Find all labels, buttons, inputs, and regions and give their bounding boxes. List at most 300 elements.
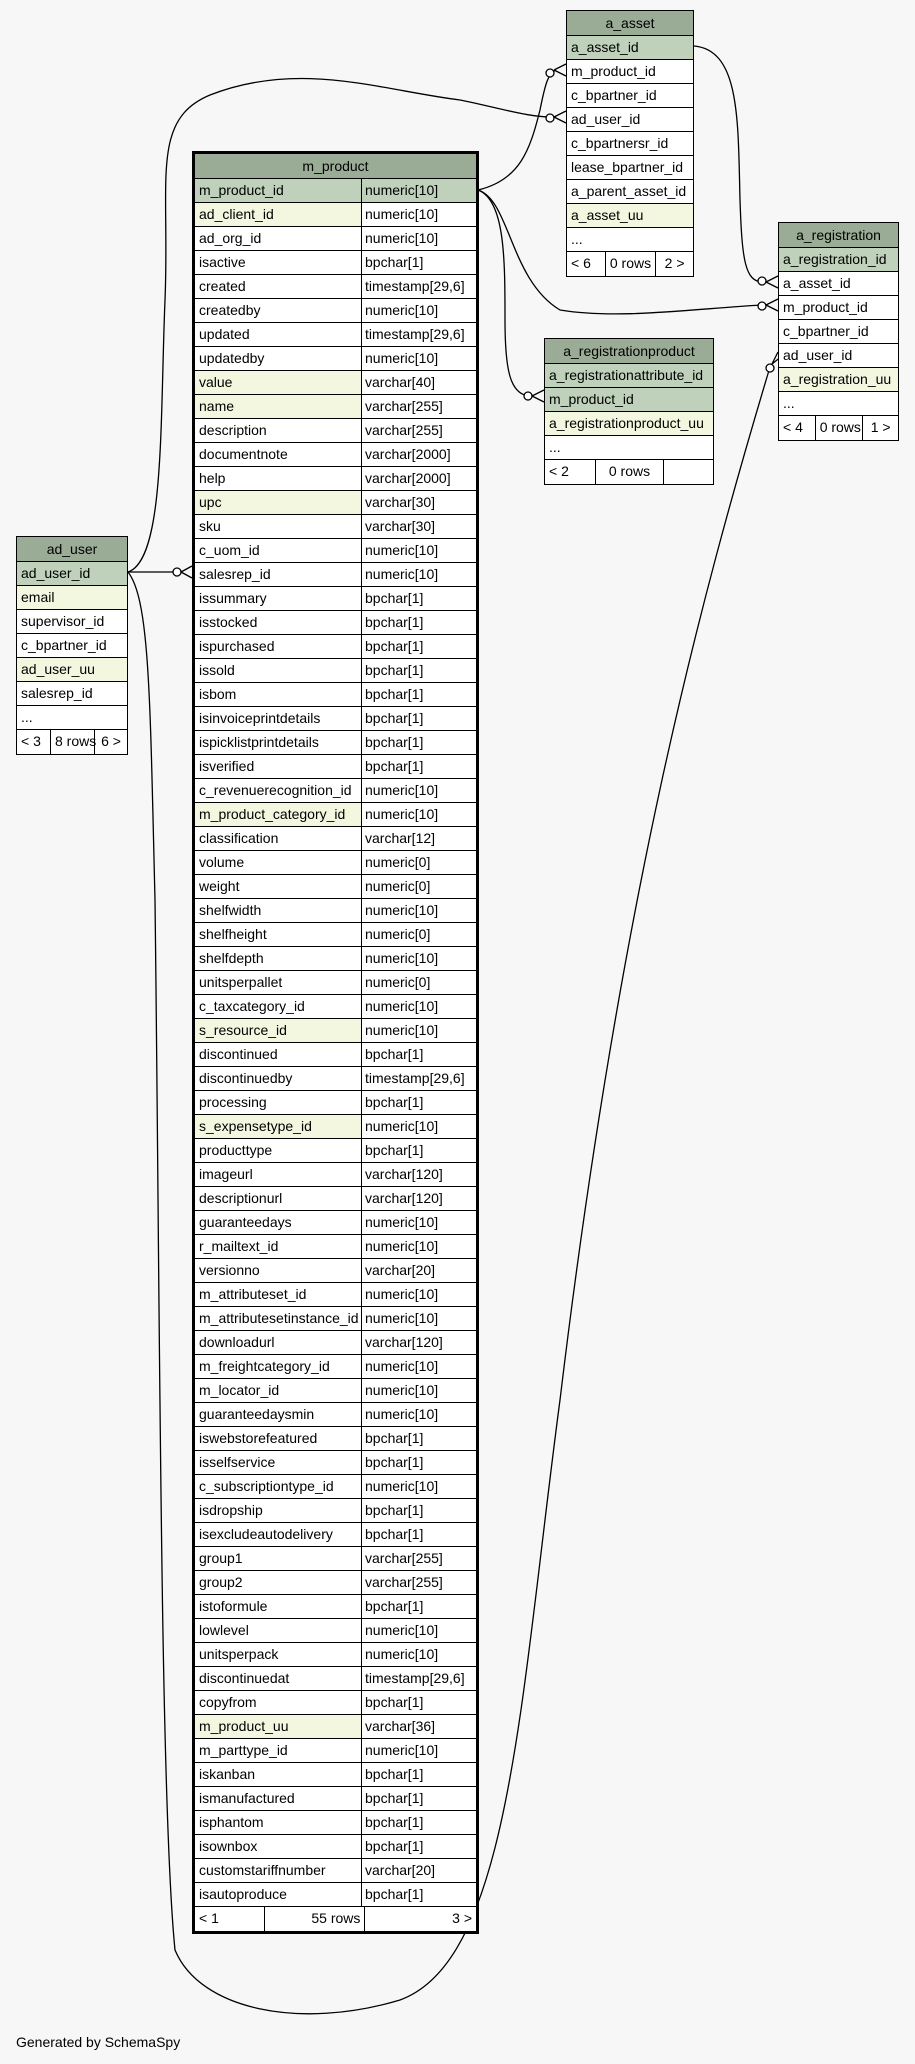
column-type: bpchar[1]	[361, 1499, 476, 1522]
column-name: c_bpartner_id	[21, 637, 107, 653]
table-row[interactable]	[195, 1667, 476, 1691]
edge-endpoint-icon	[758, 277, 766, 285]
column-name: ad_user_id	[571, 111, 641, 127]
column-name: s_resource_id	[195, 1019, 361, 1042]
column-type: bpchar[1]	[361, 1091, 476, 1114]
edge-endpoint-icon	[758, 302, 766, 310]
table-row[interactable]	[545, 388, 713, 412]
table-row[interactable]	[195, 1763, 476, 1787]
table-row[interactable]	[195, 1355, 476, 1379]
column-name: c_uom_id	[199, 542, 260, 558]
column-name: m_product_uu	[195, 1715, 361, 1738]
table-row[interactable]	[195, 395, 476, 419]
column-name: m_product_category_id	[195, 803, 361, 826]
column-type: timestamp[29,6]	[361, 275, 476, 298]
crowfoot-icon	[532, 390, 544, 402]
column-name: salesrep_id	[21, 685, 93, 701]
table-m-product[interactable]	[192, 151, 479, 1934]
column-name: guaranteedays	[199, 1214, 292, 1230]
column-name: sku	[199, 518, 221, 534]
column-name: name	[195, 395, 361, 418]
table-row[interactable]	[567, 204, 693, 228]
table-row[interactable]	[779, 368, 898, 392]
table-row[interactable]	[195, 347, 476, 371]
column-name: a_parent_asset_id	[571, 183, 687, 199]
table-row[interactable]	[17, 610, 127, 634]
crowfoot-icon	[181, 566, 192, 578]
column-type: numeric[10]	[361, 539, 476, 562]
children-count: 6 >	[94, 730, 127, 754]
column-name: documentnote	[199, 446, 288, 462]
column-type: numeric[10]	[361, 1283, 476, 1306]
edge-m-product-regproduct	[478, 190, 530, 396]
column-name: c_bpartner_id	[783, 323, 869, 339]
edge-endpoint-icon	[524, 392, 532, 400]
column-type: varchar[20]	[361, 1259, 476, 1282]
column-type: bpchar[1]	[361, 755, 476, 778]
children-count: 2 >	[655, 252, 693, 276]
table-row[interactable]	[195, 1859, 476, 1883]
column-type: varchar[40]	[361, 371, 476, 394]
column-type: numeric[10]	[361, 1307, 476, 1330]
table-a-registration[interactable]	[778, 222, 899, 441]
table-row[interactable]	[779, 320, 898, 344]
table-row[interactable]	[195, 539, 476, 563]
more-columns-ellipsis: ...	[17, 706, 127, 730]
parents-count: < 4	[783, 419, 803, 435]
table-row[interactable]	[545, 412, 713, 436]
column-type: bpchar[1]	[361, 731, 476, 754]
column-name: shelfheight	[199, 926, 267, 942]
column-name: m_locator_id	[199, 1382, 280, 1398]
table-row[interactable]	[17, 562, 127, 586]
table-row[interactable]	[195, 683, 476, 707]
column-name: downloadurl	[199, 1334, 275, 1350]
column-type: bpchar[1]	[361, 1691, 476, 1714]
column-type: timestamp[29,6]	[361, 1067, 476, 1090]
table-title: ad_user	[17, 537, 127, 562]
column-type: varchar[30]	[361, 515, 476, 538]
table-row[interactable]	[195, 1187, 476, 1211]
column-name: descriptionurl	[199, 1190, 283, 1206]
table-row[interactable]	[195, 251, 476, 275]
more-columns-ellipsis: ...	[567, 228, 693, 252]
column-name: isbom	[199, 686, 237, 702]
column-name: salesrep_id	[199, 566, 271, 582]
column-name: a_registrationattribute_id	[545, 364, 713, 387]
table-row[interactable]	[195, 1427, 476, 1451]
column-name: shelfwidth	[199, 902, 262, 918]
table-row[interactable]	[195, 1019, 476, 1043]
table-row[interactable]	[779, 296, 898, 320]
column-name: createdby	[199, 302, 261, 318]
table-ad-user[interactable]	[16, 536, 128, 755]
column-type: numeric[10]	[361, 227, 476, 250]
column-name: ad_org_id	[199, 230, 262, 246]
table-row[interactable]	[195, 947, 476, 971]
column-type: varchar[30]	[361, 491, 476, 514]
column-type: varchar[2000]	[361, 443, 476, 466]
table-row[interactable]	[195, 1331, 476, 1355]
generated-by-footer: Generated by SchemaSpy	[16, 2034, 181, 2050]
crowfoot-icon	[766, 276, 778, 288]
column-name: a_asset_uu	[567, 204, 693, 227]
column-type: varchar[255]	[361, 1571, 476, 1594]
column-name: ad_user_uu	[17, 658, 127, 681]
column-type: numeric[10]	[361, 1475, 476, 1498]
column-name: m_freightcategory_id	[199, 1358, 330, 1374]
column-name: a_asset_id	[783, 275, 851, 291]
table-row[interactable]	[195, 1043, 476, 1067]
table-footer	[195, 1907, 476, 1931]
column-type: bpchar[1]	[361, 635, 476, 658]
column-type: numeric[10]	[361, 947, 476, 970]
parents-count: < 3	[21, 733, 41, 749]
table-row[interactable]	[195, 1139, 476, 1163]
table-title: a_registration	[779, 223, 898, 248]
column-type: numeric[10]	[361, 803, 476, 826]
column-type: numeric[10]	[361, 899, 476, 922]
column-type: bpchar[1]	[361, 251, 476, 274]
column-type: numeric[10]	[361, 1403, 476, 1426]
column-name: ad_user_id	[17, 562, 127, 585]
column-name: value	[195, 371, 361, 394]
table-row[interactable]	[779, 272, 898, 296]
column-type: bpchar[1]	[361, 659, 476, 682]
column-type: numeric[10]	[361, 299, 476, 322]
table-row[interactable]	[195, 275, 476, 299]
table-row[interactable]	[195, 563, 476, 587]
column-name: guaranteedaysmin	[199, 1406, 315, 1422]
table-row[interactable]	[195, 1811, 476, 1835]
column-name: isphantom	[199, 1814, 264, 1830]
table-row[interactable]	[195, 1475, 476, 1499]
column-name: unitsperpallet	[199, 974, 283, 990]
table-row[interactable]	[779, 344, 898, 368]
edge-endpoint-icon	[546, 114, 554, 122]
table-row[interactable]	[195, 1067, 476, 1091]
table-row[interactable]	[195, 1499, 476, 1523]
column-name: ispicklistprintdetails	[199, 734, 319, 750]
table-row[interactable]	[195, 1091, 476, 1115]
column-name: classification	[199, 830, 279, 846]
column-type: varchar[255]	[361, 395, 476, 418]
parents-count: < 1	[199, 1910, 219, 1926]
table-row[interactable]	[195, 827, 476, 851]
column-type: bpchar[1]	[361, 1787, 476, 1810]
table-row[interactable]	[195, 587, 476, 611]
column-name: a_registrationproduct_uu	[545, 412, 713, 435]
table-row[interactable]	[195, 755, 476, 779]
column-type: varchar[12]	[361, 827, 476, 850]
column-type: varchar[36]	[361, 1715, 476, 1738]
column-name: m_parttype_id	[199, 1742, 288, 1758]
column-type: numeric[0]	[361, 851, 476, 874]
column-type: numeric[0]	[361, 971, 476, 994]
table-row[interactable]	[195, 635, 476, 659]
table-row[interactable]	[779, 248, 898, 272]
table-a-registrationproduct[interactable]	[544, 338, 714, 485]
column-name: lowlevel	[199, 1622, 249, 1638]
table-row[interactable]	[195, 1715, 476, 1739]
table-row[interactable]	[195, 179, 476, 203]
column-type: varchar[120]	[361, 1331, 476, 1354]
edge-endpoint-icon	[546, 69, 554, 77]
column-type: bpchar[1]	[361, 707, 476, 730]
table-row[interactable]	[195, 1883, 476, 1907]
table-row[interactable]	[195, 1211, 476, 1235]
table-row[interactable]	[195, 203, 476, 227]
column-name: email	[17, 586, 127, 609]
column-type: numeric[10]	[361, 1379, 476, 1402]
column-name: discontinuedby	[199, 1070, 293, 1086]
column-type: numeric[10]	[361, 1619, 476, 1642]
table-title: a_asset	[567, 11, 693, 36]
table-row[interactable]	[567, 180, 693, 204]
children-count: 3 >	[364, 1907, 476, 1931]
column-name: issummary	[199, 590, 267, 606]
table-row[interactable]	[195, 1403, 476, 1427]
column-name: group1	[199, 1550, 243, 1566]
table-row[interactable]	[195, 1691, 476, 1715]
crowfoot-icon	[766, 299, 778, 311]
column-type: numeric[0]	[361, 923, 476, 946]
column-type: numeric[10]	[361, 1235, 476, 1258]
column-type: bpchar[1]	[361, 611, 476, 634]
table-row[interactable]	[195, 611, 476, 635]
column-name: description	[199, 422, 267, 438]
column-type: bpchar[1]	[361, 1883, 476, 1906]
column-type: timestamp[29,6]	[361, 1667, 476, 1690]
column-name: c_bpartnersr_id	[571, 135, 669, 151]
table-row[interactable]	[195, 875, 476, 899]
column-name: isstocked	[199, 614, 258, 630]
table-row[interactable]	[195, 1643, 476, 1667]
column-name: unitsperpack	[199, 1646, 279, 1662]
column-name: isverified	[199, 758, 255, 774]
table-row[interactable]	[195, 1619, 476, 1643]
table-title: m_product	[195, 154, 476, 179]
row-count: 0 rows	[815, 416, 863, 440]
column-name: updated	[199, 326, 250, 342]
edge-m-product-a-asset	[478, 70, 556, 190]
column-name: m_product_id	[545, 388, 713, 411]
column-type: numeric[10]	[361, 347, 476, 370]
column-name: isinvoiceprintdetails	[199, 710, 321, 726]
table-row[interactable]	[195, 995, 476, 1019]
column-type: numeric[10]	[361, 179, 476, 202]
table-row[interactable]	[195, 1307, 476, 1331]
edge-endpoint-icon	[766, 364, 774, 372]
table-row[interactable]	[195, 779, 476, 803]
column-type: numeric[10]	[361, 1739, 476, 1762]
column-type: numeric[10]	[361, 995, 476, 1018]
table-row[interactable]	[17, 658, 127, 682]
column-type: numeric[10]	[361, 1355, 476, 1378]
column-name: c_taxcategory_id	[199, 998, 305, 1014]
table-row[interactable]	[195, 899, 476, 923]
table-footer	[17, 730, 127, 754]
table-row[interactable]	[195, 443, 476, 467]
column-type: numeric[10]	[361, 203, 476, 226]
table-row[interactable]	[195, 371, 476, 395]
table-row[interactable]	[567, 60, 693, 84]
column-name: isexcludeautodelivery	[199, 1526, 333, 1542]
table-row[interactable]	[195, 971, 476, 995]
column-type: numeric[10]	[361, 1115, 476, 1138]
table-footer	[567, 252, 693, 276]
column-name: supervisor_id	[21, 613, 105, 629]
column-name: ismanufactured	[199, 1790, 295, 1806]
column-type: timestamp[29,6]	[361, 323, 476, 346]
table-row[interactable]	[195, 1163, 476, 1187]
table-row[interactable]	[567, 36, 693, 60]
column-type: bpchar[1]	[361, 1451, 476, 1474]
column-name: isactive	[199, 254, 246, 270]
column-name: group2	[199, 1574, 243, 1590]
column-name: s_expensetype_id	[195, 1115, 361, 1138]
column-name: help	[199, 470, 226, 486]
column-name: processing	[199, 1094, 267, 1110]
column-name: a_registration_uu	[779, 368, 898, 391]
table-row[interactable]	[195, 851, 476, 875]
column-type: varchar[120]	[361, 1163, 476, 1186]
column-type: bpchar[1]	[361, 587, 476, 610]
column-name: created	[199, 278, 246, 294]
table-row[interactable]	[567, 132, 693, 156]
table-row[interactable]	[195, 659, 476, 683]
column-name: m_product_id	[783, 299, 868, 315]
table-row[interactable]	[195, 1739, 476, 1763]
table-row[interactable]	[195, 1451, 476, 1475]
column-type: bpchar[1]	[361, 1811, 476, 1834]
column-type: varchar[255]	[361, 1547, 476, 1570]
column-name: ispurchased	[199, 638, 275, 654]
table-row[interactable]	[195, 1787, 476, 1811]
column-name: a_asset_id	[567, 36, 693, 59]
table-row[interactable]	[195, 515, 476, 539]
column-type: bpchar[1]	[361, 1523, 476, 1546]
column-type: bpchar[1]	[361, 1835, 476, 1858]
column-name: r_mailtext_id	[199, 1238, 279, 1254]
table-row[interactable]	[195, 1835, 476, 1859]
table-row[interactable]	[195, 1523, 476, 1547]
more-columns-ellipsis: ...	[779, 392, 898, 416]
table-row[interactable]	[195, 1259, 476, 1283]
row-count: 0 rows	[605, 252, 655, 276]
table-row[interactable]	[195, 227, 476, 251]
table-row[interactable]	[195, 323, 476, 347]
table-row[interactable]	[195, 1115, 476, 1139]
column-name: producttype	[199, 1142, 273, 1158]
table-row[interactable]	[195, 707, 476, 731]
column-name: upc	[195, 491, 361, 514]
column-name: m_product_id	[195, 179, 361, 202]
column-name: versionno	[199, 1262, 260, 1278]
column-name: issold	[199, 662, 235, 678]
column-type: varchar[2000]	[361, 467, 476, 490]
table-row[interactable]	[17, 682, 127, 706]
table-row[interactable]	[195, 923, 476, 947]
table-title: a_registrationproduct	[545, 339, 713, 364]
column-type: varchar[120]	[361, 1187, 476, 1210]
column-name: discontinued	[199, 1046, 278, 1062]
column-type: varchar[255]	[361, 419, 476, 442]
column-type: numeric[10]	[361, 779, 476, 802]
table-footer	[779, 416, 898, 440]
column-name: iswebstorefeatured	[199, 1430, 318, 1446]
table-row[interactable]	[195, 731, 476, 755]
column-type: numeric[0]	[361, 875, 476, 898]
table-row[interactable]	[567, 108, 693, 132]
row-count: 8 rows	[50, 730, 94, 754]
edge-endpoint-icon	[173, 568, 181, 576]
parents-count: < 2	[549, 463, 569, 479]
column-name: a_registration_id	[779, 248, 898, 271]
table-row[interactable]	[195, 299, 476, 323]
column-name: imageurl	[199, 1166, 253, 1182]
column-name: weight	[199, 878, 240, 894]
column-type: bpchar[1]	[361, 1763, 476, 1786]
table-row[interactable]	[195, 1283, 476, 1307]
table-row[interactable]	[195, 1379, 476, 1403]
more-columns-ellipsis: ...	[545, 436, 713, 460]
column-name: shelfdepth	[199, 950, 264, 966]
column-type: numeric[10]	[361, 1643, 476, 1666]
column-type: bpchar[1]	[361, 1427, 476, 1450]
column-type: bpchar[1]	[361, 683, 476, 706]
column-name: customstariffnumber	[199, 1862, 326, 1878]
column-name: iskanban	[199, 1766, 256, 1782]
column-type: bpchar[1]	[361, 1043, 476, 1066]
column-name: isautoproduce	[199, 1886, 287, 1902]
table-row[interactable]	[195, 467, 476, 491]
row-count: 55 rows	[264, 1907, 365, 1931]
table-row[interactable]	[195, 419, 476, 443]
table-row[interactable]	[195, 803, 476, 827]
table-row[interactable]	[17, 586, 127, 610]
table-row[interactable]	[195, 491, 476, 515]
column-name: ad_user_id	[783, 347, 853, 363]
column-name: isselfservice	[199, 1454, 276, 1470]
row-count: 0 rows	[595, 460, 662, 484]
column-type: numeric[10]	[361, 1019, 476, 1042]
column-name: isownbox	[199, 1838, 258, 1854]
table-row[interactable]	[195, 1235, 476, 1259]
children-count	[663, 460, 713, 484]
table-row[interactable]	[567, 84, 693, 108]
column-name: m_attributeset_id	[199, 1286, 307, 1302]
table-row[interactable]	[17, 634, 127, 658]
column-type: numeric[10]	[361, 1211, 476, 1234]
column-name: isdropship	[199, 1502, 263, 1518]
table-a-asset[interactable]	[566, 10, 694, 277]
table-row[interactable]	[567, 156, 693, 180]
column-type: bpchar[1]	[361, 1139, 476, 1162]
column-name: discontinuedat	[199, 1670, 290, 1686]
table-row[interactable]	[195, 1547, 476, 1571]
column-name: c_subscriptiontype_id	[199, 1478, 334, 1494]
table-row[interactable]	[195, 1595, 476, 1619]
table-footer	[545, 460, 713, 484]
column-name: c_revenuerecognition_id	[199, 782, 352, 798]
column-name: m_product_id	[571, 63, 656, 79]
table-row[interactable]	[545, 364, 713, 388]
column-name: volume	[199, 854, 245, 870]
children-count: 1 >	[862, 416, 898, 440]
table-row[interactable]	[195, 1571, 476, 1595]
edge-a-asset-a-registration	[694, 46, 763, 282]
